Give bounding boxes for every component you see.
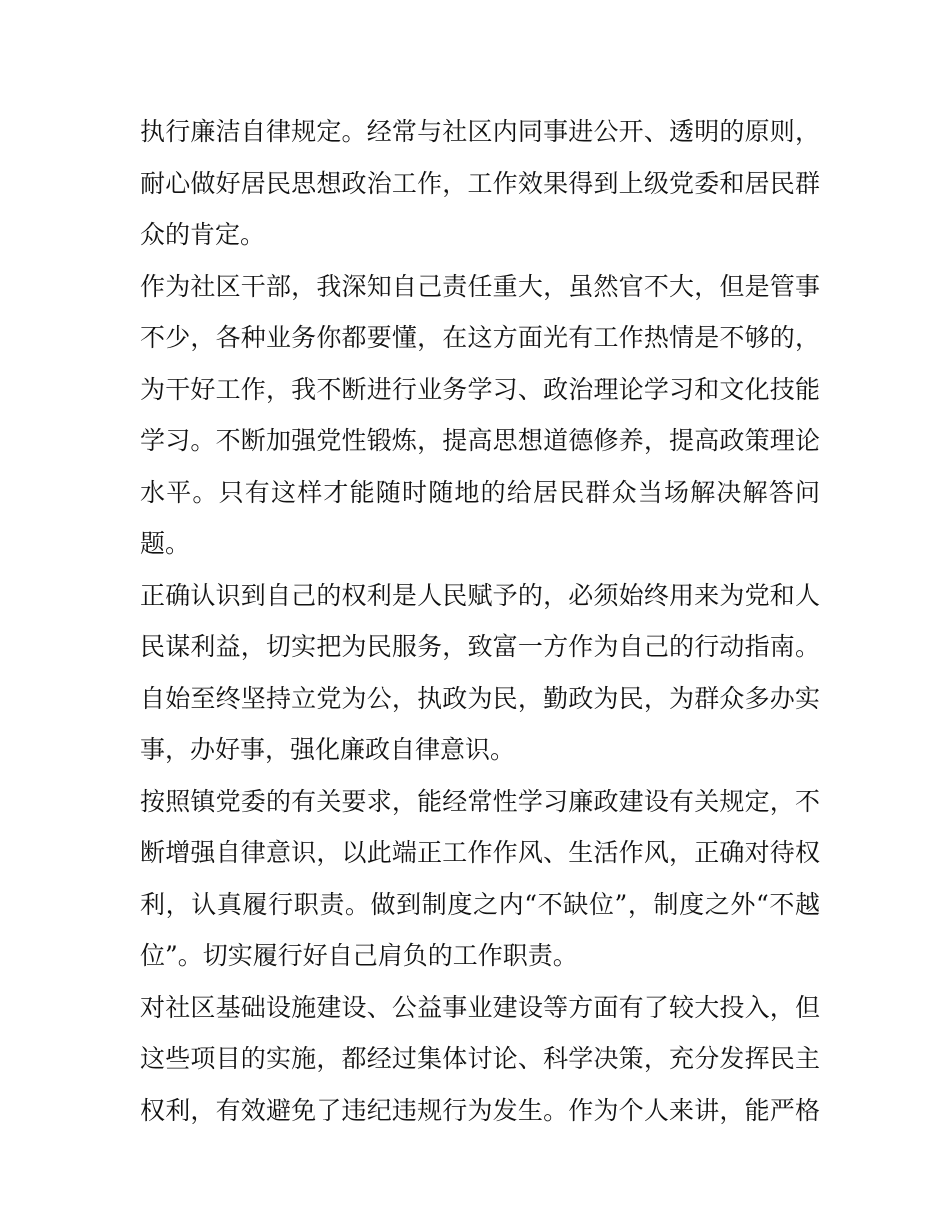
text-line: 作为社区干部，我深知自己责任重大，虽然官不大，但是管事 [140, 271, 820, 301]
document-body [140, 106, 820, 1136]
text-line: 位”。切实履行好自己肩负的工作职责。 [140, 941, 578, 970]
text-line: 权利，有效避免了违纪违规行为发生。作为个人来讲，能严格 [140, 1095, 820, 1125]
text-line: 水平。只有这样才能随时随地的给居民群众当场解决解答问 [140, 477, 820, 507]
text-line: 事，办好事，强化廉政自律意识。 [140, 735, 516, 764]
text-line: 题。 [140, 529, 191, 558]
text-line: 民谋利益，切实把为民服务，致富一方作为自己的行动指南。 [140, 632, 820, 661]
text-line: 不少，各种业务你都要懂，在这方面光有工作热情是不够的， [140, 323, 820, 352]
text-line: 断增强自律意识，以此端正工作作风、生活作风，正确对待权 [140, 838, 820, 867]
text-line: 对社区基础设施建设、公益事业建设等方面有了较大投入，但 [140, 992, 820, 1022]
text-line: 正确认识到自己的权利是人民赋予的，必须始终用来为党和人 [140, 580, 820, 610]
text-line: 利，认真履行职责。做到制度之内“不缺位”，制度之外“不越 [140, 889, 820, 919]
text-line: 执行廉洁自律规定。经常与社区内同事进公开、透明的原则， [140, 117, 820, 146]
text-line: 这些项目的实施，都经过集体讨论、科学决策，充分发挥民主 [140, 1044, 820, 1073]
text-line: 学习。不断加强党性锻炼，提高思想道德修养，提高政策理论 [140, 426, 820, 455]
text-line: 耐心做好居民思想政治工作，工作效果得到上级党委和居民群 [140, 168, 820, 198]
text-line: 众的肯定。 [140, 220, 266, 249]
text-line: 按照镇党委的有关要求，能经常性学习廉政建设有关规定，不 [140, 786, 820, 816]
text-line: 为干好工作，我不断进行业务学习、政治理论学习和文化技能 [140, 374, 820, 404]
text-line: 自始至终坚持立党为公，执政为民，勤政为民，为群众多办实 [140, 683, 820, 713]
